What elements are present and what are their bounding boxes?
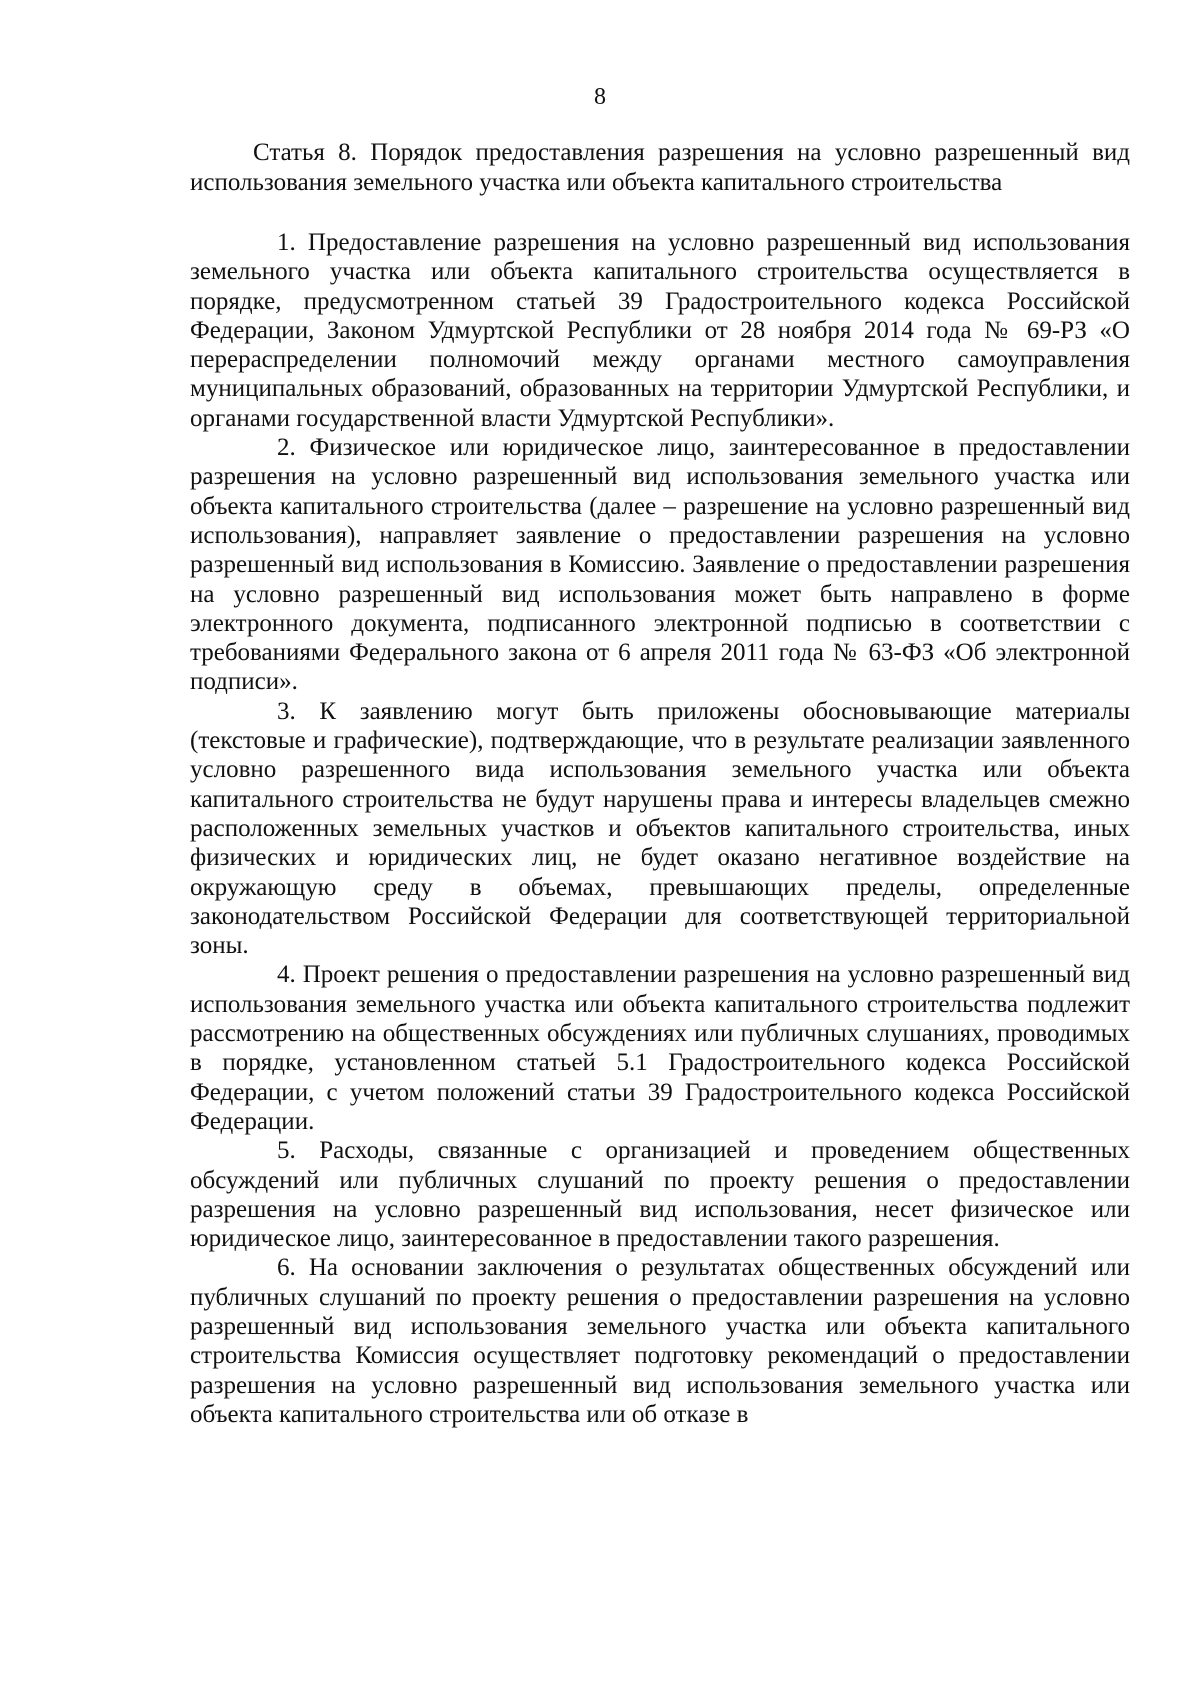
paragraph-5: 5. Расходы, связанные с организацией и проведением общественных обсуждений или публичных слушаний по проекту решения о предоставлении разрешения на условно разрешенный вид использования, несет физическое или юридическое лицо, заинтересованное в предоставлении такого разрешения.: [190, 1137, 1130, 1253]
paragraph-2: 2. Физическое или юридическое лицо, заинтересованное в предоставлении разрешения на условно разрешенный вид использования земельного участка или объекта капитального строительства (далее – разрешение на условно разрешенный вид использования), направляет заявление о предоставлении разрешения на условно разрешенный вид использования в Комиссию. Заявление о предоставлении разрешения на условно разрешенный вид использования может быть направлено в форме электронного документа, подписанного электронной подписью в соответствии с требованиями Федерального закона от 6 апреля 2011 года № 63-ФЗ «Об электронной подписи».: [190, 434, 1130, 696]
article-body: [190, 228, 1130, 1429]
paragraph-3: 3. К заявлению могут быть приложены обосновывающие материалы (текстовые и графические), подтверждающие, что в результате реализации заявленного условно разрешенного вида использования земельного участка или объекта капитального строительства не будут нарушены права и интересы владельцев смежно расположенных земельных участков и объектов капитального строительства, иных физических и юридических лиц, не будет оказано негативное воздействие на окружающую среду в объемах, превышающих пределы, определенные законодательством Российской Федерации для соответствующей территориальной зоны.: [190, 697, 1130, 960]
article-title: Статья 8. Порядок предоставления разрешения на условно разрешенный вид использования земельного участка или объекта капитального строительства: [190, 139, 1130, 196]
paragraph-4: 4. Проект решения о предоставлении разрешения на условно разрешенный вид использования земельного участка или объекта капитального строительства подлежит рассмотрению на общественных обсуждениях или публичных слушаниях, проводимых в порядке, установленном статьей 5.1 Градостроительного кодекса Российской Федерации, с учетом положений статьи 39 Градостроительного кодекса Российской Федерации.: [190, 961, 1130, 1135]
page-number: 8: [594, 84, 606, 110]
paragraph-1: 1. Предоставление разрешения на условно разрешенный вид использования земельного участка или объекта капитального строительства осуществляется в порядке, предусмотренном статьей 39 Градостроительного кодекса Российской Федерации, Законом Удмуртской Республики от 28 ноября 2014 года № 69-РЗ «О перераспределении полномочий между органами местного самоуправления муниципальных образований, образованных на территории Удмуртской Республики, и органами государственной власти Удмуртской Республики».: [190, 229, 1130, 432]
paragraph-6: 6. На основании заключения о результатах общественных обсуждений или публичных слушаний по проекту решения о предоставлении разрешения на условно разрешенный вид использования земельного участка или объекта капитального строительства Комиссия осуществляет подготовку рекомендаций о предоставлении разрешения на условно разрешенный вид использования земельного участка или объекта капитального строительства или об отказе в: [190, 1254, 1130, 1428]
